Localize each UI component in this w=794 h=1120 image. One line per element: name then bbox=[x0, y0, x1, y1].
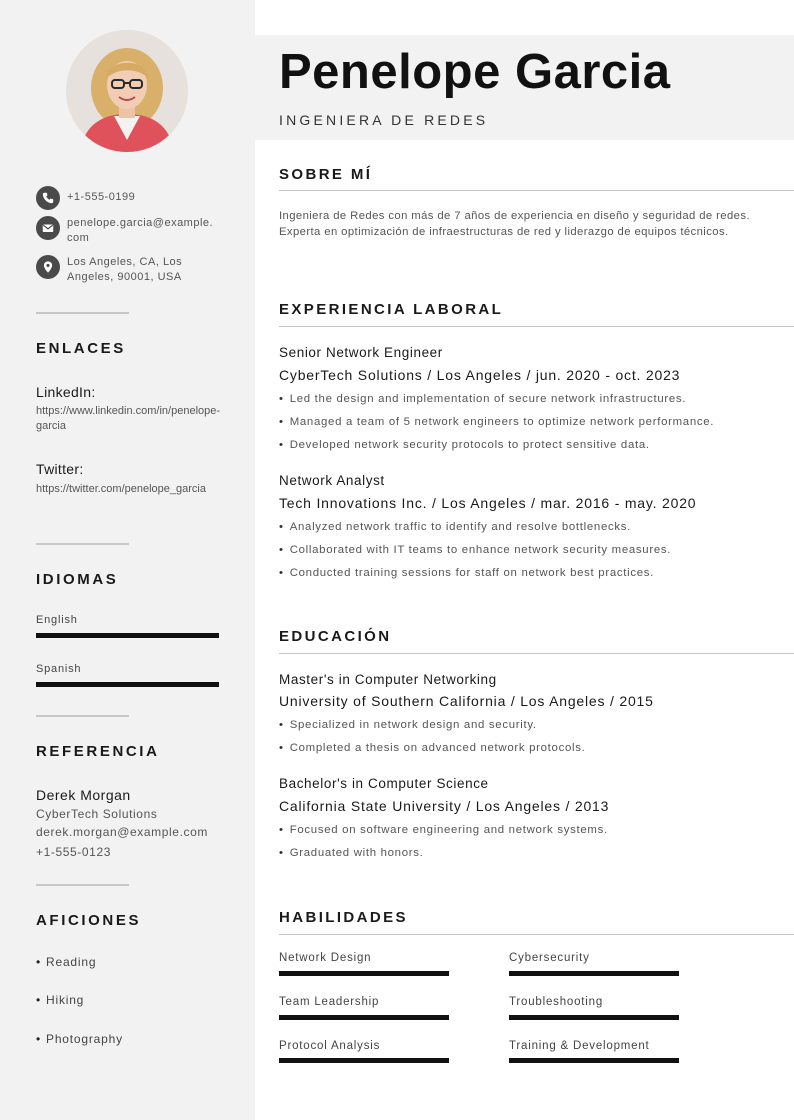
skill-level-bar bbox=[509, 971, 679, 976]
language-level-bar bbox=[36, 682, 219, 687]
reference-heading: REFERENCIA bbox=[36, 743, 160, 760]
sidebar-divider bbox=[36, 312, 129, 314]
hobby-item: • Reading bbox=[36, 955, 97, 969]
contact-email bbox=[36, 216, 219, 246]
about-heading: SOBRE MÍ bbox=[279, 166, 373, 183]
links-heading: ENLACES bbox=[36, 340, 126, 357]
language-level-bar bbox=[36, 633, 219, 638]
hobby-item: • Hiking bbox=[36, 993, 85, 1007]
hobby-label: Reading bbox=[46, 955, 97, 969]
job-bullet: • Analyzed network traffic to identify and resolve bottlenecks. bbox=[279, 521, 632, 533]
degree-title: Master's in Computer Networking bbox=[279, 672, 497, 687]
degree-bullet: • Focused on software engineering and network systems. bbox=[279, 824, 608, 836]
address-text: Los Angeles, CA, Los Angeles, 90001, USA bbox=[67, 256, 183, 283]
language-level-fill bbox=[36, 682, 219, 687]
languages-heading: IDIOMAS bbox=[36, 571, 119, 588]
twitter-label: Twitter: bbox=[36, 461, 84, 477]
job-bullet: • Managed a team of 5 network engineers to optimize network performance. bbox=[279, 416, 715, 428]
bullet-text: Specialized in network design and security. bbox=[289, 719, 537, 731]
language-name: Spanish bbox=[36, 663, 82, 675]
job-title-entry: Network Analyst bbox=[279, 473, 385, 488]
skill-level-bar bbox=[279, 1015, 449, 1020]
bullet-text: Managed a team of 5 network engineers to optimize network performance. bbox=[289, 416, 715, 428]
candidate-name: Penelope Garcia bbox=[279, 45, 671, 99]
degree-title: Bachelor's in Computer Science bbox=[279, 776, 489, 791]
job-subtitle: Tech Innovations Inc. / Los Angeles / mar. 2016 - may. 2020 bbox=[279, 495, 697, 511]
degree-bullet: • Graduated with honors. bbox=[279, 847, 424, 859]
skill-name: Training & Development bbox=[509, 1040, 650, 1052]
skill-name: Protocol Analysis bbox=[279, 1040, 381, 1052]
section-rule bbox=[279, 326, 794, 327]
degree-bullet: • Completed a thesis on advanced network protocols. bbox=[279, 742, 586, 754]
bullet-text: Focused on software engineering and network systems. bbox=[289, 824, 608, 836]
bullet-text: Conducted training sessions for staff on network best practices. bbox=[289, 567, 655, 579]
skill-level-fill bbox=[279, 971, 449, 976]
skill-name: Network Design bbox=[279, 952, 372, 964]
bullet-text: Completed a thesis on advanced network protocols. bbox=[289, 742, 586, 754]
skill-level-bar bbox=[509, 1015, 679, 1020]
reference-name: Derek Morgan bbox=[36, 787, 131, 803]
section-rule bbox=[279, 190, 794, 191]
skill-level-fill bbox=[509, 1015, 679, 1020]
skill-name: Troubleshooting bbox=[509, 996, 604, 1008]
job-title: INGENIERA DE REDES bbox=[279, 112, 489, 128]
location-pin-icon bbox=[36, 255, 60, 279]
bullet-text: Developed network security protocols to protect sensitive data. bbox=[289, 439, 650, 451]
hobbies-heading: AFICIONES bbox=[36, 912, 142, 929]
reference-email[interactable]: derek.morgan@example.com bbox=[36, 825, 208, 839]
degree-subtitle: California State University / Los Angeles / 2013 bbox=[279, 798, 610, 814]
contact-phone bbox=[36, 186, 219, 210]
hobby-label: Photography bbox=[46, 1032, 123, 1046]
skill-level-fill bbox=[279, 1015, 449, 1020]
phone-text: +1-555-0199 bbox=[67, 191, 136, 203]
skills-heading: HABILIDADES bbox=[279, 909, 408, 926]
job-bullet: • Collaborated with IT teams to enhance network security measures. bbox=[279, 544, 672, 556]
sidebar bbox=[0, 0, 255, 1120]
contact-address bbox=[36, 255, 219, 285]
section-rule bbox=[279, 653, 794, 654]
about-text: Ingeniera de Redes con más de 7 años de experiencia en diseño y seguridad de redes. Experta en optimización de infraestructuras de red y liderazgo de equipos técnicos. bbox=[279, 210, 750, 238]
sidebar-divider bbox=[36, 884, 129, 886]
language-level-fill bbox=[36, 633, 219, 638]
skill-level-fill bbox=[279, 1058, 449, 1063]
degree-subtitle: University of Southern California / Los Angeles / 2015 bbox=[279, 693, 654, 709]
job-bullet: • Conducted training sessions for staff on network best practices. bbox=[279, 567, 655, 579]
reference-phone: +1-555-0123 bbox=[36, 845, 111, 859]
education-heading: EDUCACIÓN bbox=[279, 628, 392, 645]
hobby-item: • Photography bbox=[36, 1032, 123, 1046]
experience-heading: EXPERIENCIA LABORAL bbox=[279, 301, 504, 318]
language-name: English bbox=[36, 614, 78, 626]
skill-level-bar bbox=[279, 971, 449, 976]
job-subtitle: CyberTech Solutions / Los Angeles / jun. 2020 - oct. 2023 bbox=[279, 367, 681, 383]
degree-bullet: • Specialized in network design and security. bbox=[279, 719, 537, 731]
phone-icon bbox=[36, 186, 60, 210]
skill-name: Cybersecurity bbox=[509, 952, 590, 964]
job-bullet: • Developed network security protocols to protect sensitive data. bbox=[279, 439, 650, 451]
profile-photo bbox=[66, 30, 188, 152]
email-icon bbox=[36, 216, 60, 240]
linkedin-link[interactable]: https://www.linkedin.com/in/penelope-garcia bbox=[36, 405, 221, 432]
skill-level-fill bbox=[509, 971, 679, 976]
hobby-label: Hiking bbox=[46, 993, 85, 1007]
twitter-link[interactable]: https://twitter.com/penelope_garcia bbox=[36, 483, 206, 495]
skill-name: Team Leadership bbox=[279, 996, 380, 1008]
skill-level-fill bbox=[509, 1058, 679, 1063]
job-bullet: • Led the design and implementation of secure network infrastructures. bbox=[279, 393, 687, 405]
section-rule bbox=[279, 934, 794, 935]
linkedin-label: LinkedIn: bbox=[36, 384, 96, 400]
sidebar-divider bbox=[36, 715, 129, 717]
bullet-text: Graduated with honors. bbox=[289, 847, 424, 859]
skill-level-bar bbox=[509, 1058, 679, 1063]
reference-company: CyberTech Solutions bbox=[36, 807, 158, 821]
skill-level-bar bbox=[279, 1058, 449, 1063]
bullet-text: Led the design and implementation of secure network infrastructures. bbox=[289, 393, 687, 405]
bullet-text: Analyzed network traffic to identify and resolve bottlenecks. bbox=[289, 521, 632, 533]
sidebar-divider bbox=[36, 543, 129, 545]
job-title-entry: Senior Network Engineer bbox=[279, 345, 443, 360]
avatar bbox=[66, 30, 188, 152]
bullet-text: Collaborated with IT teams to enhance network security measures. bbox=[289, 544, 672, 556]
email-text[interactable]: penelope.garcia@example.com bbox=[67, 217, 214, 244]
